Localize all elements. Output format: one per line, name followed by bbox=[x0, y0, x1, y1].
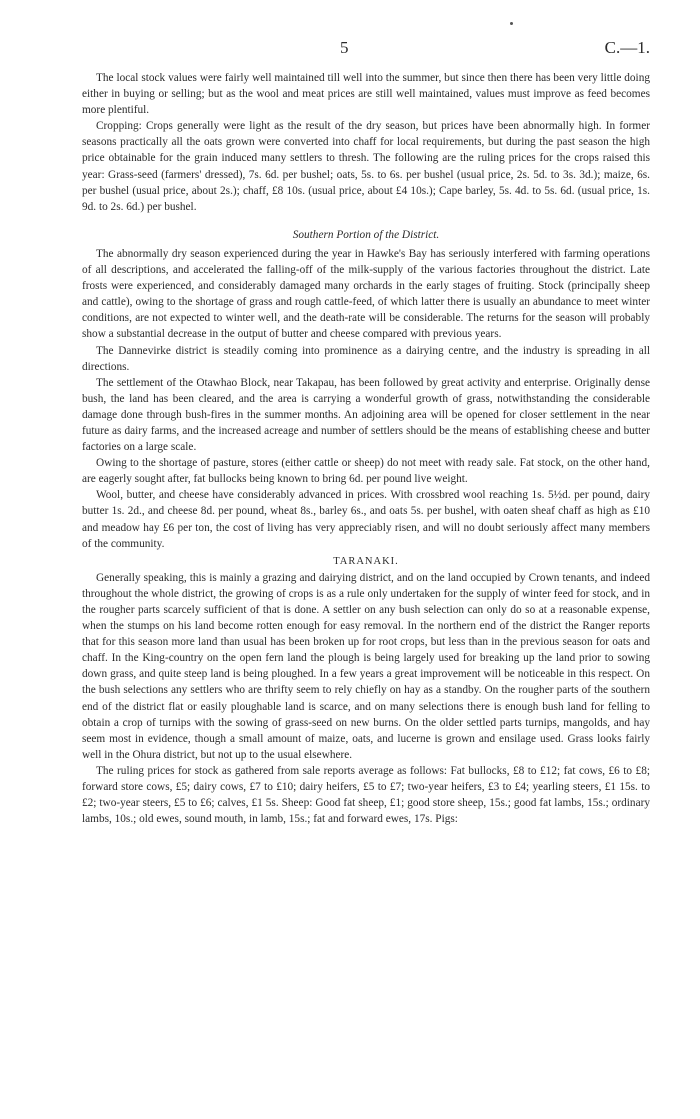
section-heading: TARANAKI. bbox=[333, 555, 399, 567]
section-general bbox=[82, 70, 650, 215]
section-southern-portion bbox=[82, 227, 650, 552]
paragraph: The Dannevirke district is steadily coming into prominence as a dairying centre, and the industry is spreading in all directions. bbox=[82, 344, 650, 373]
document-reference: C.—1. bbox=[604, 38, 650, 57]
section-heading: Southern Portion of the District. bbox=[292, 228, 440, 241]
page-number: 5 bbox=[340, 38, 349, 57]
page-header bbox=[82, 40, 650, 70]
section-taranaki bbox=[82, 554, 650, 828]
paragraph: Cropping: Crops generally were light as the result of the dry season, but prices have been abnormally high. In former seasons practically all the oats grown were converted into chaff for local requirements, but during the past season the high price obtainable for the grain induced many settlers to thresh. The following are the ruling prices for the crops raised this year: Grass-seed (farmers' dressed), 7s. 6d. per bushel; oats, 5s. to 6s. per bushel (usual price, 2s. 5d. to 3s. 3d.); maize, 6s. per bushel (usual price, about 2s.); chaff, £8 10s. (usual price, about £4 10s.); Cape barley, 5s. 4d. to 5s. 6d. (usual price, 1s. 9d. to 2s. 6d.) per bushel. bbox=[82, 120, 650, 213]
paragraph: The local stock values were fairly well maintained till well into the summer, but since then there has been very little doing either in buying or selling; but as the wool and meat prices are still well maintained, values must improve as feed becomes more plentiful. bbox=[82, 72, 650, 117]
page-speck bbox=[510, 22, 513, 25]
paragraph: Generally speaking, this is mainly a grazing and dairying district, and on the land occupied by Crown tenants, and indeed throughout the whole district, the growing of crops is as a rule only undertaken for the supply of winter feed for stock, and in the rougher parts scarcely sufficient of that is done. A settler on any bush selection can only do so at a reasonable expense, when the stumps on his land become rotten enough for easy removal. In the northern end of the district the Ranger reports that for this season more land than usual has been broken up for root crops, but less than in the previous season for oats and chaff. In the King-country on the open fern land the plough is being largely used for breaking up the land prior to sowing down grass, and quite steep land is being ploughed. In a few years a great improvement will be noticeable in this respect. On the bush selections any settlers who are thrifty seem to rely chiefly on hay as a standby. On the rougher parts of the southern end of the district flat or easily ploughable land is scarce, and on many selections there is enough bush land for felling to obtain a crop of turnips with the sowing of grass-seed on new burns. On the older settled parts turnips, mangolds, and hay seem most in evidence, though a small amount of maize, oats, and lucerne is grown and ensilage used. Grass looks fairly well in the Ohura district, but not up to the usual elsewhere. bbox=[82, 571, 650, 761]
paragraph: The abnormally dry season experienced during the year in Hawke's Bay has seriously interfered with farming operations of all descriptions, and accelerated the falling-off of the milk-supply of the various factories throughout the district. Late frosts were experienced, and considerably damaged many orchards in the early stages of fruiting. Stock (principally sheep and cattle), owing to the shortage of grass and rough cattle-feed, of which latter there is usually an abundance to meet winter conditions, are not expected to winter well, and the death-rate will be considerable. The returns for the season will probably show a substantial decrease in the output of butter and cheese compared with previous years. bbox=[82, 247, 650, 341]
paragraph: Wool, butter, and cheese have considerably advanced in prices. With crossbred wool reaching 1s. 5½d. per pound, dairy butter 1s. 2d., and cheese 8d. per pound, wheat 8s., barley 6s., and oats 5s. per bushel, with oaten sheaf chaff as high as £10 and meadow hay £6 per ton, the cost of living has very appreciably risen, and will no doubt seriously affect many members of the community. bbox=[82, 489, 650, 550]
paragraph: The settlement of the Otawhao Block, near Takapau, has been followed by great activity and enterprise. Originally dense bush, the land has been cleared, and the area is carrying a wonderful growth of grass, notwithstanding the considerable damage done through bush-fires in the summer months. An adjoining area will be opened for closer settlement in the near future as dairy farms, and the increased acreage and number of settlers should be the means of establishing cheese and butter factories on a large scale. bbox=[82, 376, 650, 454]
paragraph: The ruling prices for stock as gathered from sale reports average as follows: Fat bullocks, £8 to £12; fat cows, £6 to £8; forward store cows, £5; dairy cows, £7 to £10; dairy heifers, £5 to £7; two-year heifers, £3 to £4; yearling steers, £1 15s. to £2; two-year steers, £5 to £6; calves, £1 5s. Sheep: Good fat sheep, £1; good store sheep, 15s.; good fat lambs, 15s.; ordinary lambs, 10s.; old ewes, sound mouth, in lamb, 15s.; fat and forward ewes, 17s. Pigs: bbox=[82, 764, 650, 826]
paragraph: Owing to the shortage of pasture, stores (either cattle or sheep) do not meet with ready sale. Fat stock, on the other hand, are eagerly sought after, fat bullocks being known to bring 6d. per pound live weight. bbox=[82, 457, 650, 486]
